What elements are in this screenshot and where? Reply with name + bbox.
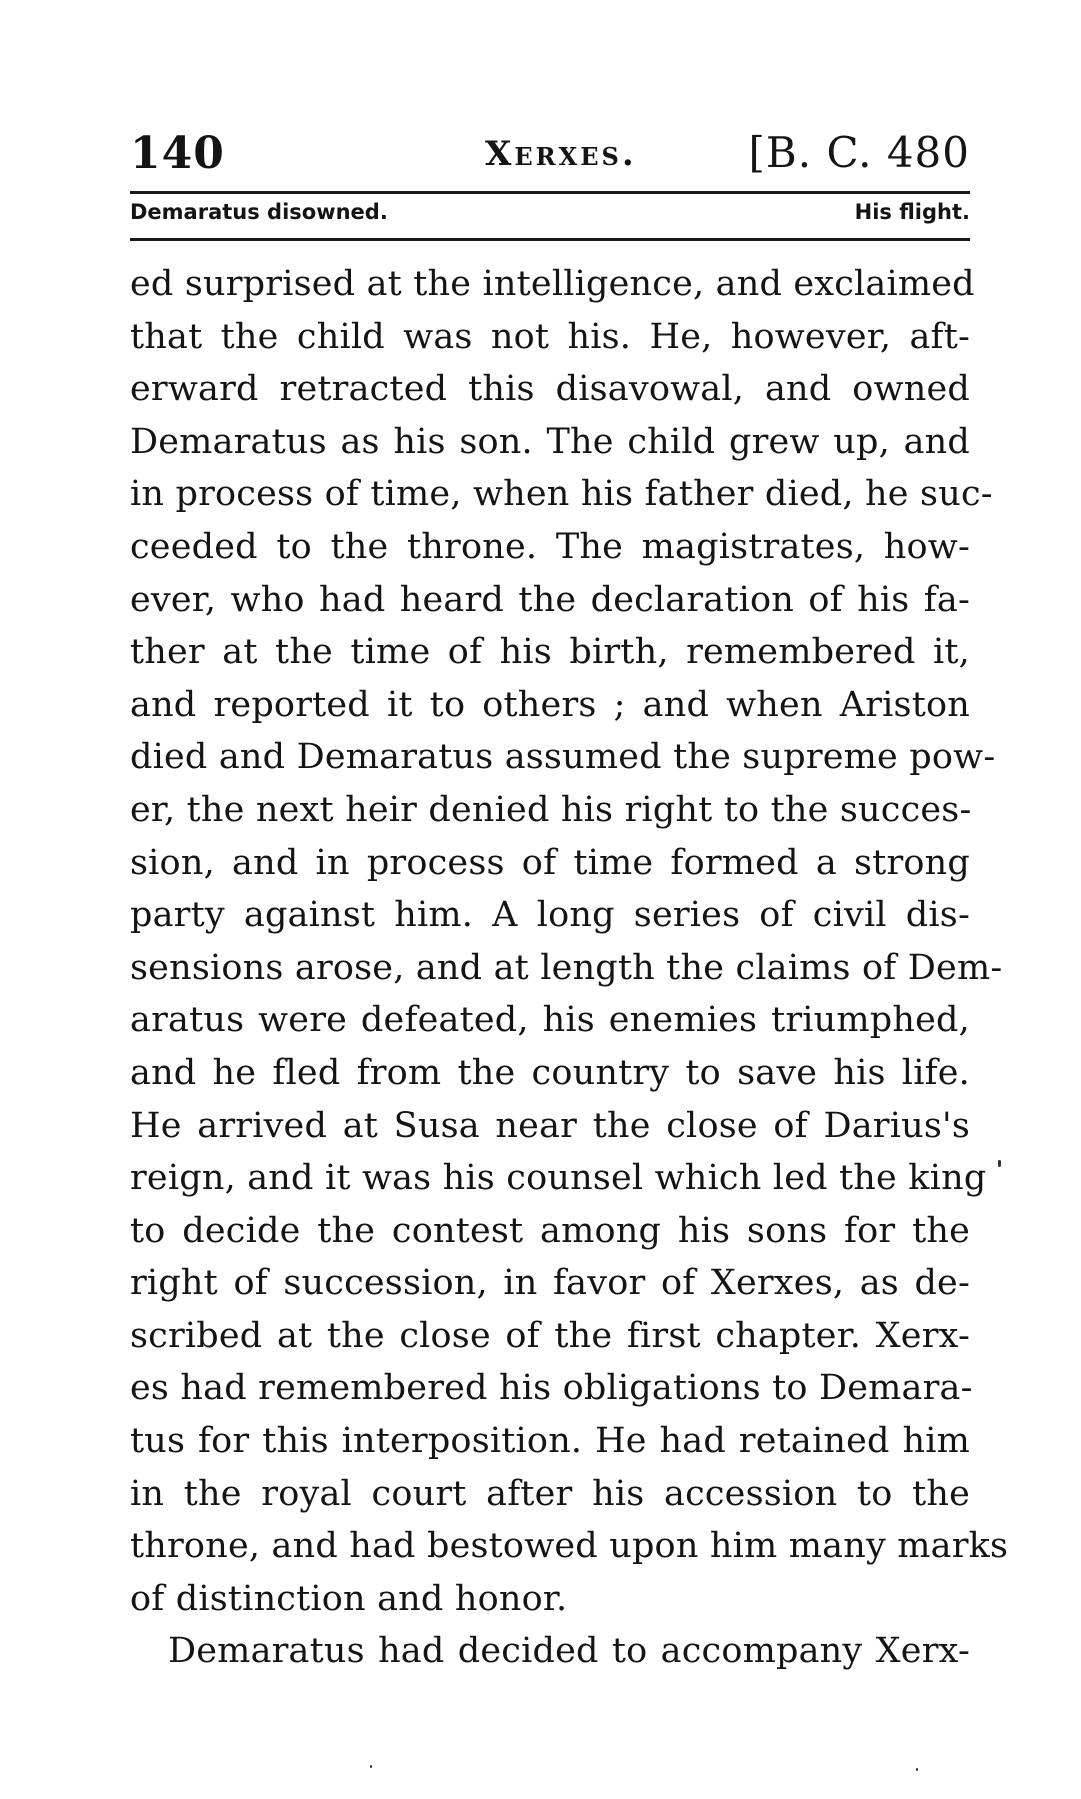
text-line: sensions arose, and at length the claims of Dem-: [130, 947, 1003, 988]
text-line: es had remembered his obligations to Demara-: [130, 1368, 973, 1409]
running-title: Xerxes.: [485, 134, 637, 174]
ink-speck: [998, 1160, 1001, 1167]
subhead-left: Demaratus disowned.: [130, 200, 388, 224]
page-number: 140: [130, 128, 225, 179]
text-line: party against him. A long series of civil dis-: [130, 895, 970, 936]
running-head: [130, 128, 970, 188]
marginal-subheads: [130, 200, 970, 232]
text-line: throne, and had bestowed upon him many marks: [130, 1526, 1009, 1567]
text-line-paragraph-start: Demaratus had decided to accompany Xerx-: [168, 1631, 970, 1672]
text-line: in process of time, when his father died, he suc-: [130, 474, 993, 515]
text-line: died and Demaratus assumed the supreme pow-: [130, 737, 996, 778]
text-line: ever, who had heard the declaration of his fa-: [130, 579, 970, 620]
subhead-right: His flight.: [854, 200, 970, 224]
text-line: He arrived at Susa near the close of Darius's: [130, 1105, 970, 1146]
text-line: and reported it to others ; and when Ariston: [130, 684, 970, 725]
text-line: ther at the time of his birth, remembered it,: [130, 632, 970, 673]
date-reference: [B. C. 480: [748, 128, 970, 177]
text-line: to decide the contest among his sons for the: [130, 1210, 970, 1251]
ink-speck: [370, 1765, 372, 1768]
text-line: right of succession, in favor of Xerxes, as de-: [130, 1263, 970, 1304]
text-line: and he fled from the country to save his life.: [130, 1052, 970, 1093]
text-line: sion, and in process of time formed a strong: [130, 842, 970, 883]
header-rule-top: [130, 191, 970, 194]
text-line: aratus were defeated, his enemies triumphed,: [130, 1000, 970, 1041]
text-line: that the child was not his. He, however, aft-: [130, 316, 970, 357]
text-line: reign, and it was his counsel which led the king: [130, 1158, 987, 1199]
text-line: scribed at the close of the first chapter. Xerx-: [130, 1315, 970, 1356]
text-line-paragraph-end: of distinction and honor.: [130, 1578, 568, 1619]
text-line: ed surprised at the intelligence, and exclaimed: [130, 264, 975, 304]
header-rule-bottom: [130, 238, 970, 241]
text-line: erward retracted this disavowal, and owned: [130, 369, 970, 410]
text-line: ceeded to the throne. The magistrates, how-: [130, 526, 970, 567]
text-line: Demaratus as his son. The child grew up, and: [130, 421, 970, 462]
text-line: er, the next heir denied his right to the succes-: [130, 789, 972, 830]
body-text: [130, 258, 1009, 1678]
text-line: tus for this interposition. He had retained him: [130, 1421, 970, 1462]
text-line: in the royal court after his accession to the: [130, 1473, 970, 1514]
ink-speck: [916, 1768, 918, 1771]
